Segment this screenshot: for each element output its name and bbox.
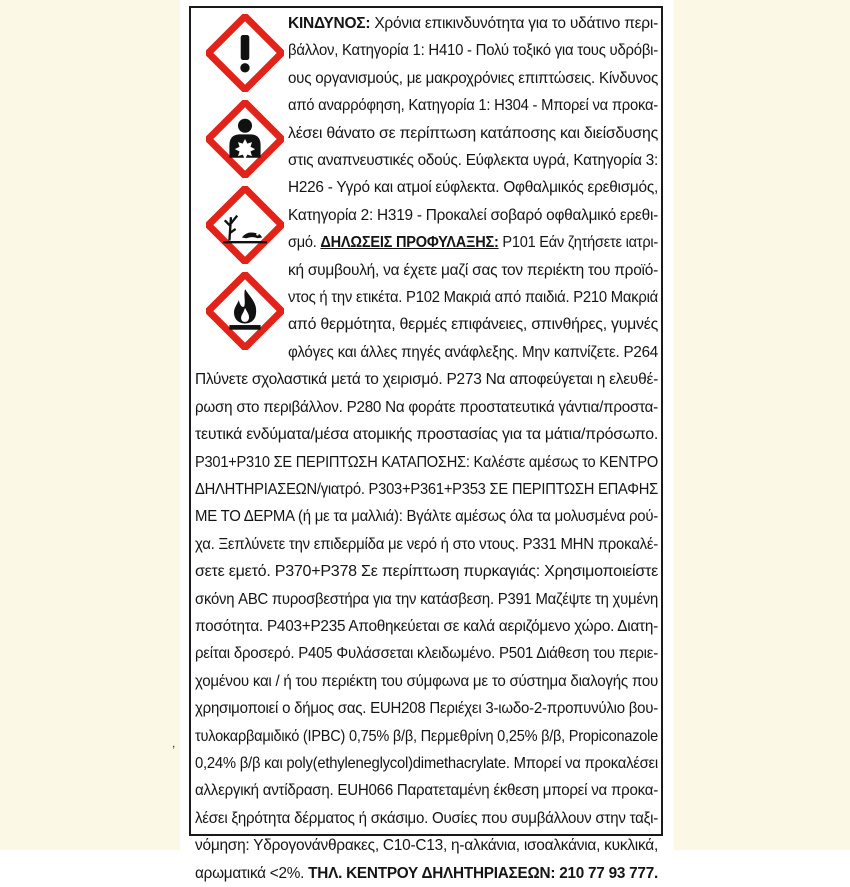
text-line-9: σμό. ΔΗΛΩΣΕΙΣ ΠΡΟΦΥΛΑΞΗΣ: Ρ101 Εάν ζητήσετε ιατρι- [288, 234, 658, 252]
text-line-25: χομένου και / ή του περιέκτη του σύμφωνα με το σύστημα διαλογής που [195, 672, 658, 690]
text-line-13: φλόγες και άλλες πηγές ανάφλεξης. Μην καπνίζετε. Ρ264 [288, 343, 658, 361]
text-line-1: ΚΙΝΔΥΝΟΣ: Χρόνια επικινδυνότητα για το υδάτινο περι- [288, 15, 658, 32]
text-line-17: Ρ301+Ρ310 ΣΕ ΠΕΡΙΠΤΩΣΗ ΚΑΤΑΠΟΣΗΣ: Καλέστε αμέσως το ΚΕΝΤΡΟ [195, 453, 658, 471]
text-line-4: από αναρρόφηση, Κατηγορία 1: Η304 - Μπορεί να προκα- [288, 97, 658, 115]
text-line-12: από θερμότητα, θερμές επιφάνειες, σπινθήρες, γυμνές [288, 316, 658, 334]
text-line-21: σετε εμετό. Ρ370+Ρ378 Σε περίπτωση πυρκαγιάς: Χρησιμοποιείστε [195, 563, 658, 581]
stray-mark: , [172, 736, 176, 750]
text-line-27: τυλοκαρβαμιδικό (IPBC) 0,75% β/β, Περμεθρίνη 0,25% β/β, Propiconazole [195, 727, 658, 745]
text-line-15: ρωση στο περιβάλλον. Ρ280 Να φοράτε προστατευτικά γάντια/προστα- [195, 398, 658, 416]
text-line-16: τευτικά ενδύματα/μέσα ατομικής προστασίας για τα μάτια/πρόσωπο. [195, 426, 658, 444]
text-line-26: χρησιμοποιεί ο δήμος σας. EUH208 Περιέχει 3-ιωδο-2-προπυνύλιο βου- [195, 700, 658, 718]
text-line-7: Η226 - Υγρό και ατμοί εύφλεκτα. Οφθαλμικός ερεθισμός, [288, 179, 658, 197]
text-line-20: χα. Ξεπλύνετε την επιδερμίδα με νερό ή στο ντους. Ρ331 ΜΗΝ προκαλέ- [195, 535, 658, 553]
text-line-6: στις αναπνευστικές οδούς. Εύφλεκτα υγρά, Κατηγορία 3: [288, 152, 658, 170]
text-line-10: κή συμβουλή, να έχετε μαζί σας τον περιέκτη του προϊό- [288, 261, 658, 279]
text-line-11: ντος ή την ετικέτα. Ρ102 Μακριά από παιδιά. Ρ210 Μακριά [288, 289, 658, 307]
text-line-8: Κατηγορία 2: Η319 - Προκαλεί σοβαρό οφθαλμικό ερεθι- [288, 206, 658, 224]
hazard-label [189, 6, 663, 882]
text-line-2: βάλλον, Κατηγορία 1: Η410 - Πολύ τοξικό για τους υδρόβι- [288, 42, 658, 60]
text-line-28: 0,24% β/β και poly(ethyleneglycol)dimethacrylate. Μπορεί να προκαλέσει [195, 754, 658, 772]
text-line-18: ΔΗΛΗΤΗΡΙΑΣΕΩΝ/γιατρό. Ρ303+Ρ361+Ρ353 ΣΕ ΠΕΡΙΠΤΩΣΗ ΕΠΑΦΗΣ [195, 480, 658, 498]
text-line-24: ρείται δροσερό. Ρ405 Φυλάσσεται κλειδωμένο. Ρ501 Διάθεση του περιε- [195, 645, 658, 663]
text-line-31: νόμηση: Υδρογονάνθρακες, C10-C13, η-αλκάνια, ισοαλκάνια, κυκλικά, [195, 837, 658, 855]
text-line-22: σκόνη ABC πυροσβεστήρα για την κατάσβεση. Ρ391 Μαζέψτε τη χυμένη [195, 590, 658, 608]
background-right [674, 0, 850, 850]
text-line-14: Πλύνετε σχολαστικά μετά το χειρισμό. Ρ273 Να αποφεύγεται η ελευθέ- [195, 371, 658, 389]
text-line-30: λέσει ξηρότητα δέρματος ή σκάσιμο. Ουσίες που συμβάλλουν στην ταξι- [195, 809, 658, 827]
background-left [0, 0, 180, 850]
text-line-19: ΜΕ ΤΟ ΔΕΡΜΑ (ή με τα μαλλιά): Βγάλτε αμέσως όλα τα μολυσμένα ρού- [195, 508, 658, 526]
hazard-text [195, 10, 658, 887]
text-line-23: ποσότητα. Ρ403+Ρ235 Αποθηκεύεται σε καλά αεριζόμενο χώρο. Διατη- [195, 617, 658, 635]
text-line-3: ους οργανισμούς, με μακροχρόνιες επιπτώσεις. Κίνδυνος [288, 69, 658, 87]
text-line-5: λέσει θάνατο σε περίπτωση κατάποσης και διείσδυσης [288, 124, 658, 142]
text-line-29: αλλεργική αντίδραση. EUH066 Παρατεταμένη έκθεση μπορεί να προκα- [195, 782, 658, 800]
text-line-32: αρωματικά <2%. ΤΗΛ. ΚΕΝΤΡΟΥ ΔΗΛΗΤΗΡΙΑΣΕΩΝ: 210 77 93 777. [195, 864, 658, 882]
